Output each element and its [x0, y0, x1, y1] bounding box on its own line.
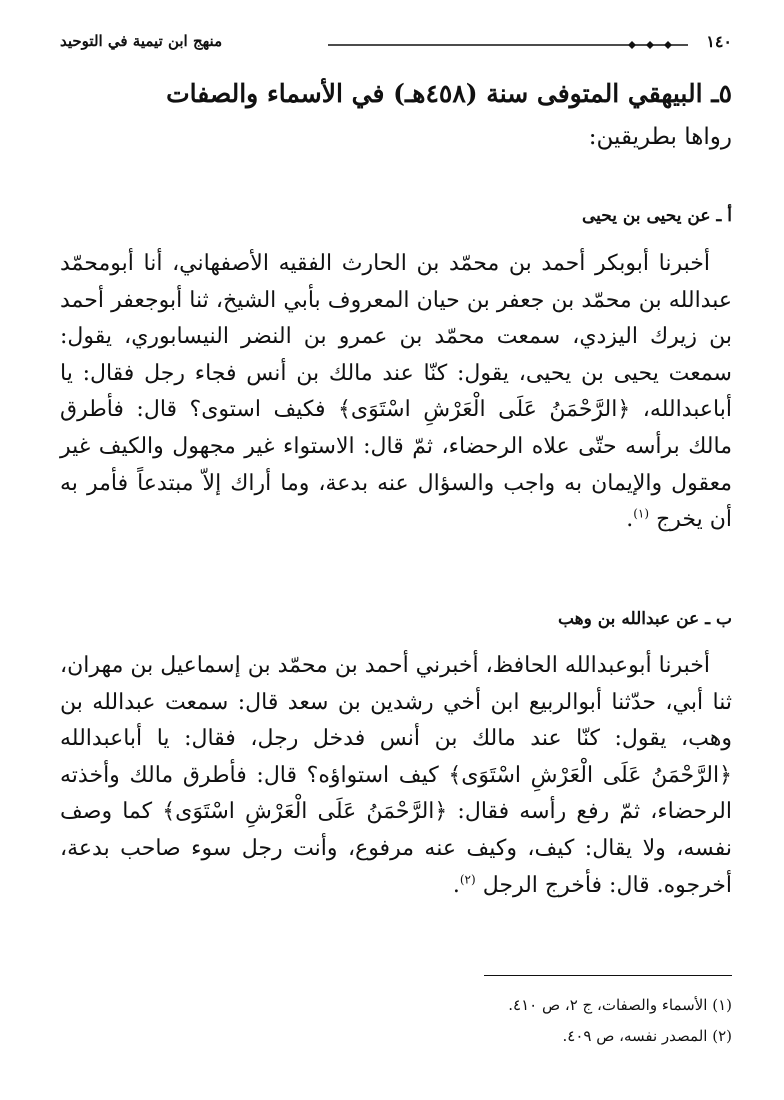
footnote-separator	[484, 975, 732, 976]
header-ornament-rule	[328, 44, 688, 46]
subsection-b-text: أخبرنا أبوعبدالله الحافظ، أخبرني أحمد بن محمّد بن إسماعيل بن مهران، ثنا أبي، حدّثنا أبوالربيع ابن أخي رشدين بن سعد قال: سمعت عبدالله بن وهب، يقول: كنّا عند مالك بن أنس فدخل رجل، فقال: يا أباعبدالله ﴿الرَّحْمَنُ عَلَى الْعَرْشِ اسْتَوَى﴾ كيف استواؤه؟ قال: فأطرق مالك وأخذته الرحضاء، ثمّ رفع رأسه فقال: ﴿الرَّحْمَنُ عَلَى الْعَرْشِ اسْتَوَى﴾ كما وصف نفسه، ولا يقال: كيف، وكيف عنه مرفوع، وأنت رجل سوء صاحب بدعة، أخرجوه. قال: فأخرج الرجل	[60, 653, 732, 898]
footnote-2: (٢) المصدر نفسه، ص ٤٠٩.	[562, 1027, 732, 1045]
intro-line: رواها بطريقين:	[588, 124, 732, 150]
subsection-a-end: .	[626, 507, 634, 533]
book-page	[60, 20, 732, 1080]
footnote-1: (١) الأسماء والصفات، ج ٢، ص ٤١٠.	[508, 996, 732, 1014]
page-number: ١٤٠	[706, 32, 732, 51]
subsection-b-end: .	[452, 872, 460, 898]
running-header	[60, 32, 732, 56]
section-title: ٥ـ البيهقي المتوفى سنة (٤٥٨هـ) في الأسماء والصفات	[166, 79, 732, 108]
footnote-ref-2: (٢)	[459, 872, 476, 887]
footnote-ref-1: (١)	[633, 506, 650, 521]
subsection-a-text: أخبرنا أبوبكر أحمد بن محمّد بن الحارث الفقيه الأصفهاني، أنا أبومحمّد عبدالله بن محمّد بن جعفر بن حيان المعروف بأبي الشيخ، ثنا أبوجعفر أحمد بن زيرك اليزدي، سمعت محمّد بن عمرو بن النضر النيسابوري، يقول: سمعت يحيى بن يحيى، يقول: كنّا عند مالك بن أنس فجاء رجل فقال: يا أباعبدالله، ﴿الرَّحْمَنُ عَلَى الْعَرْشِ اسْتَوَى﴾ فكيف استوى؟ قال: فأطرق مالك برأسه حتّى علاه الرحضاء، ثمّ قال: الاستواء غير مجهول والكيف غير معقول والإيمان به واجب والسؤال عنه بدعة، وما أراك إلاّ مبتدعاً فأمر به أن يخرج	[60, 251, 732, 533]
subsection-a-paragraph	[60, 246, 732, 539]
subsection-a-heading: أ ـ عن يحيى بن يحيى	[581, 206, 732, 226]
subsection-b-heading: ب ـ عن عبدالله بن وهب	[557, 609, 732, 629]
subsection-b-paragraph	[60, 648, 732, 904]
running-title: منهج ابن تيمية في التوحيد	[60, 32, 223, 50]
